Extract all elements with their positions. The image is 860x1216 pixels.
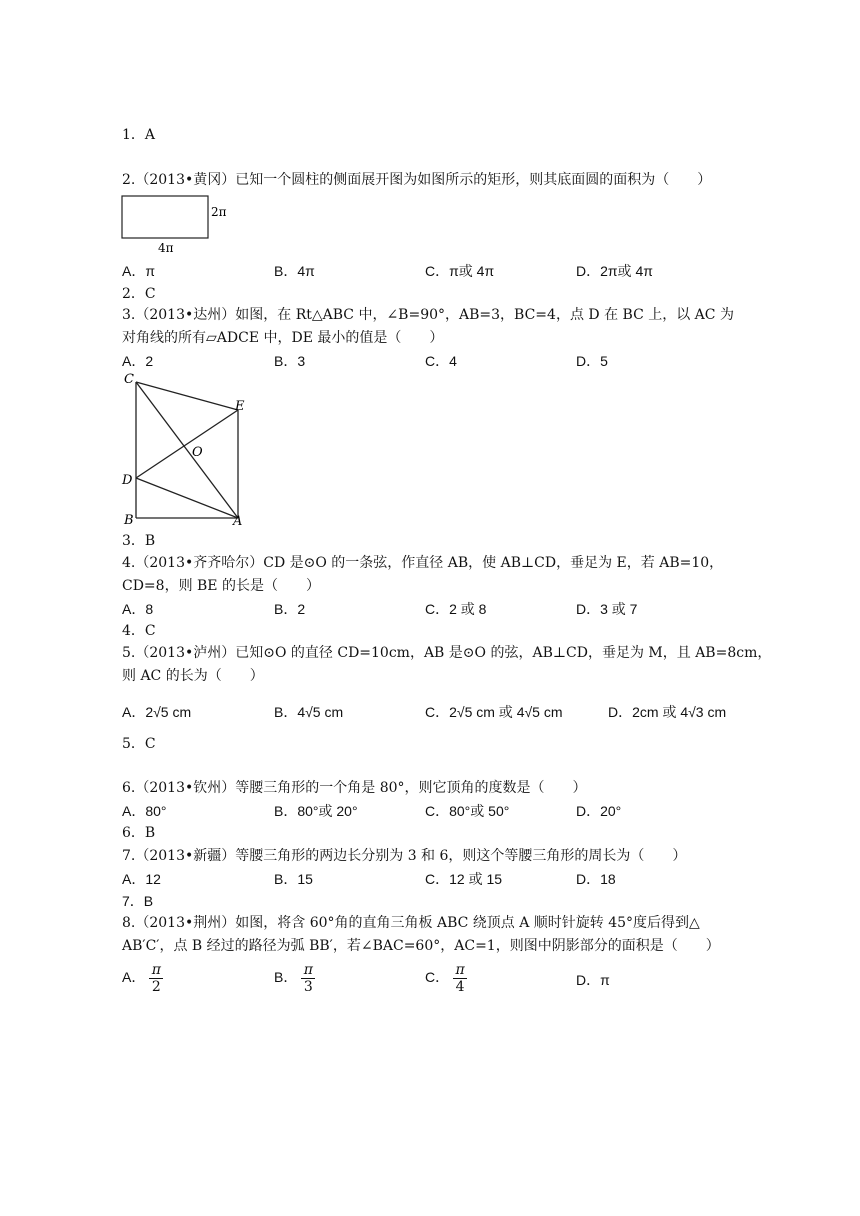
q7-option-a: A．12: [122, 871, 161, 887]
q6-option-c: C．80°或 50°: [425, 803, 510, 819]
q8-option-c: [425, 962, 467, 995]
q3-option-d: D．5: [576, 353, 608, 369]
question-8-stem-line2: AB′C′，点 B 经过的路径为弧 BB′，若∠BAC=60°，AC=1，则图中阴影部分的面积是（ ）: [122, 938, 720, 954]
label-b: B: [124, 513, 134, 528]
q4-option-a: A．8: [122, 601, 154, 617]
answer-4: 4．C: [122, 623, 156, 639]
question-3-stem-line1: 3.（2013•达州）如图，在 Rt△ABC 中，∠B=90°，AB=3，BC=4，点 D 在 BC 上，以 AC 为: [122, 307, 734, 323]
q8-option-b-prefix: B．: [274, 969, 298, 986]
q8-option-c-prefix: C．: [425, 969, 450, 986]
label-a: A: [233, 514, 243, 529]
q7-option-c: C．12 或 15: [425, 871, 503, 887]
q8-option-d-prefix: D．: [576, 972, 601, 988]
q7-option-d: D．18: [576, 871, 616, 887]
label-d: D: [122, 473, 133, 488]
q4-option-d: D．3 或 7: [576, 601, 638, 617]
answer-1: 1．A: [122, 127, 156, 143]
fraction-numerator: π: [303, 962, 313, 978]
q2-option-a: A．π: [122, 263, 155, 279]
q8-option-b: [274, 962, 315, 995]
answer-6: 6．B: [122, 825, 156, 841]
question-8-stem-line1: 8.（2013•荆州）如图，将含 60°角的直角三角板 ABC 绕顶点 A 顺时针旋转 45°度后得到△: [122, 915, 700, 931]
q3-option-a: A．2: [122, 353, 154, 369]
figure-label-2pi: 2π: [211, 205, 227, 219]
answer-5: 5．C: [122, 736, 156, 752]
fraction-numerator: π: [455, 962, 465, 978]
fraction-numerator: π: [151, 962, 161, 978]
question-4-stem-line1: 4.（2013•齐齐哈尔）CD 是⊙O 的一条弦，作直径 AB，使 AB⊥CD，垂足为 E，若 AB=10，: [122, 555, 724, 571]
q4-option-b: B．2: [274, 601, 306, 617]
question-3-stem-line2: 对角线的所有▱ADCE 中，DE 最小的值是（ ）: [122, 330, 444, 346]
q2-option-c: C．π或 4π: [425, 263, 495, 279]
q7-option-b: B．15: [274, 871, 313, 887]
question-6-stem: 6.（2013•钦州）等腰三角形的一个角是 80°，则它顶角的度数是（ ）: [122, 780, 587, 796]
figure-label-4pi: 4π: [158, 241, 174, 254]
q8-option-a: [122, 962, 163, 995]
q2-option-d: D．2π或 4π: [576, 263, 653, 279]
question-2-stem: 2.（2013•黄冈）已知一个圆柱的侧面展开图为如图所示的矩形，则其底面圆的面积为（ ）: [122, 172, 712, 188]
question-7-stem: 7.（2013•新疆）等腰三角形的两边长分别为 3 和 6，则这个等腰三角形的周长为（ ）: [122, 848, 687, 864]
q5-option-d: D．2cm 或 4√3 cm: [608, 704, 727, 720]
q3-option-b: B．3: [274, 353, 306, 369]
parallelogram-figure: [118, 368, 258, 530]
q5-option-c: C．2√5 cm 或 4√5 cm: [425, 704, 563, 720]
q8-option-d-value: π: [600, 972, 610, 988]
fraction-denominator: 4: [455, 979, 465, 995]
label-e: E: [235, 399, 245, 414]
q8-option-a-prefix: A．: [122, 969, 146, 986]
q4-option-c: C．2 或 8: [425, 601, 487, 617]
label-c: C: [124, 372, 134, 387]
q6-option-a: A．80°: [122, 803, 167, 819]
answer-3: 3．B: [122, 533, 156, 549]
question-5-stem-line2: 则 AC 的长为（ ）: [122, 668, 264, 684]
fraction-denominator: 3: [303, 979, 313, 995]
q8-option-d: [576, 971, 610, 989]
fraction-denominator: 2: [151, 979, 161, 995]
answer-2: 2．C: [122, 286, 156, 302]
q2-option-b: B．4π: [274, 263, 315, 279]
fraction-pi-over-4: [453, 962, 467, 995]
question-5-stem-line1: 5.（2013•泸州）已知⊙O 的直径 CD=10cm，AB 是⊙O 的弦，AB⊥CD，垂足为 M，且 AB=8cm，: [122, 645, 772, 661]
fraction-pi-over-2: [149, 962, 163, 995]
rectangle-figure: [118, 192, 238, 254]
answer-7: 7．B: [122, 893, 154, 909]
question-4-stem-line2: CD=8，则 BE 的长是（ ）: [122, 578, 320, 594]
label-o: O: [192, 445, 203, 460]
q3-option-c: C．4: [425, 353, 457, 369]
q5-option-a: A．2√5 cm: [122, 704, 192, 720]
fraction-pi-over-3: [301, 962, 315, 995]
q5-option-b: B．4√5 cm: [274, 704, 344, 720]
q6-option-d: D．20°: [576, 803, 622, 819]
q6-option-b: B．80°或 20°: [274, 803, 358, 819]
